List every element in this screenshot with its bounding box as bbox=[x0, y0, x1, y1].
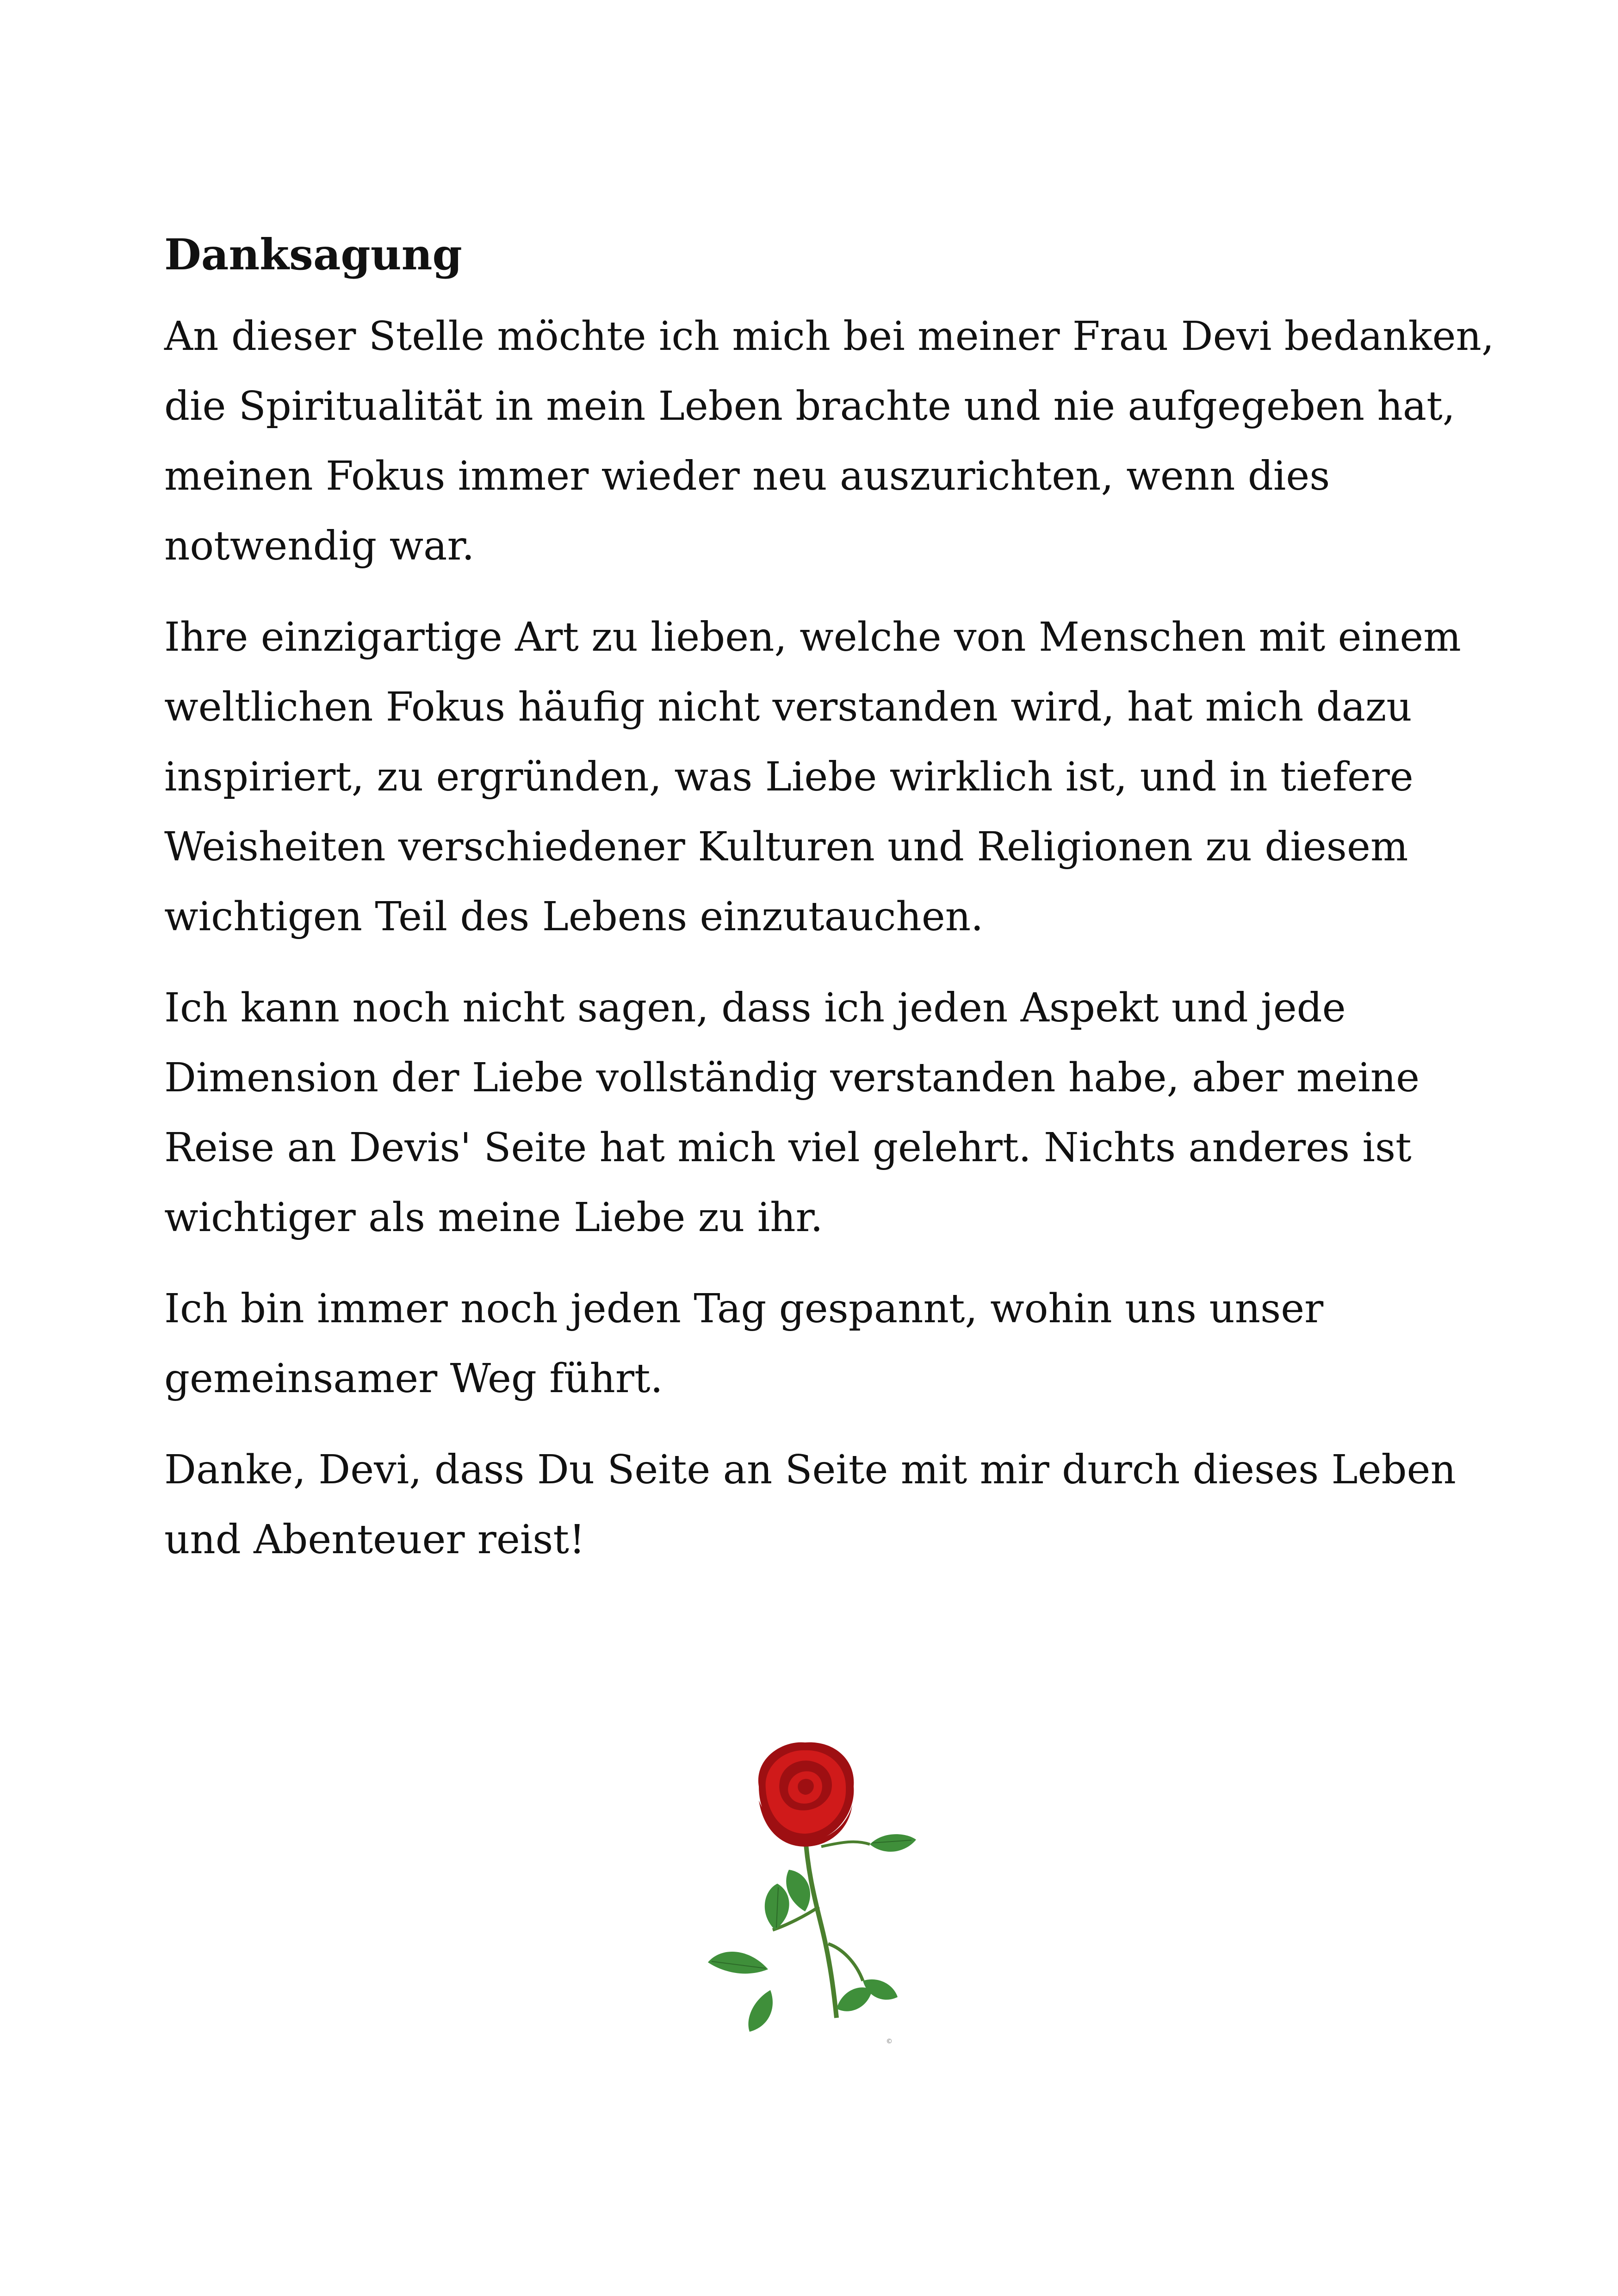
page-title: Danksagung bbox=[164, 230, 462, 280]
paragraph-5 bbox=[164, 1435, 1456, 1575]
text-line: Ihre einzigartige Art zu lieben, welche von Menschen mit einem bbox=[164, 614, 1461, 660]
rose-bloom bbox=[758, 1742, 854, 1847]
paragraph-4 bbox=[164, 1274, 1441, 1414]
watermark-text: © bbox=[886, 2038, 893, 2045]
text-line: Ich bin immer noch jeden Tag gespannt, wohin uns unser bbox=[164, 1286, 1324, 1332]
paragraph-1 bbox=[164, 302, 1494, 581]
text-line: und Abenteuer reist! bbox=[164, 1517, 585, 1563]
leaf-icon bbox=[870, 1834, 916, 1852]
text-line: notwendig war. bbox=[164, 523, 475, 569]
text-line: Weisheiten verschiedener Kulturen und Religionen zu diesem bbox=[164, 824, 1408, 870]
document-body bbox=[164, 227, 1494, 1596]
text-line: meinen Fokus immer wieder neu auszurichten, wenn dies bbox=[164, 453, 1330, 499]
text-line: die Spiritualität in mein Leben brachte und nie aufgegeben hat, bbox=[164, 383, 1456, 429]
text-line: Reise an Devis' Seite hat mich viel gelehrt. Nichts anderes ist bbox=[164, 1125, 1412, 1171]
rose-image bbox=[689, 1731, 921, 2046]
paragraph-3 bbox=[164, 973, 1441, 1253]
text-line: gemeinsamer Weg führt. bbox=[164, 1356, 663, 1402]
text-line: An dieser Stelle möchte ich mich bei meiner Frau Devi bedanken, bbox=[164, 313, 1494, 360]
leaf-icon bbox=[765, 1884, 789, 1930]
leaf-icon bbox=[748, 1990, 773, 2032]
text-line: Dimension der Liebe vollständig verstanden habe, aber meine bbox=[164, 1055, 1420, 1101]
red-rose-icon bbox=[689, 1731, 921, 2046]
text-line: Danke, Devi, dass Du Seite an Seite mit mir durch dieses Leben bbox=[164, 1447, 1456, 1493]
text-line: wichtigen Teil des Lebens einzutauchen. bbox=[164, 894, 984, 940]
leaf-icon bbox=[786, 1870, 810, 1911]
leaf-icon bbox=[708, 1952, 768, 1973]
paragraph-2 bbox=[164, 603, 1461, 952]
text-line: wichtiger als meine Liebe zu ihr. bbox=[164, 1195, 823, 1241]
text-line: inspiriert, zu ergründen, was Liebe wirklich ist, und in tiefere bbox=[164, 754, 1413, 800]
leaf-icon bbox=[837, 1987, 872, 2011]
text-line: weltlichen Fokus häufig nicht verstanden wird, hat mich dazu bbox=[164, 684, 1412, 730]
text-line: Ich kann noch nicht sagen, dass ich jeden Aspekt und jede bbox=[164, 985, 1346, 1031]
